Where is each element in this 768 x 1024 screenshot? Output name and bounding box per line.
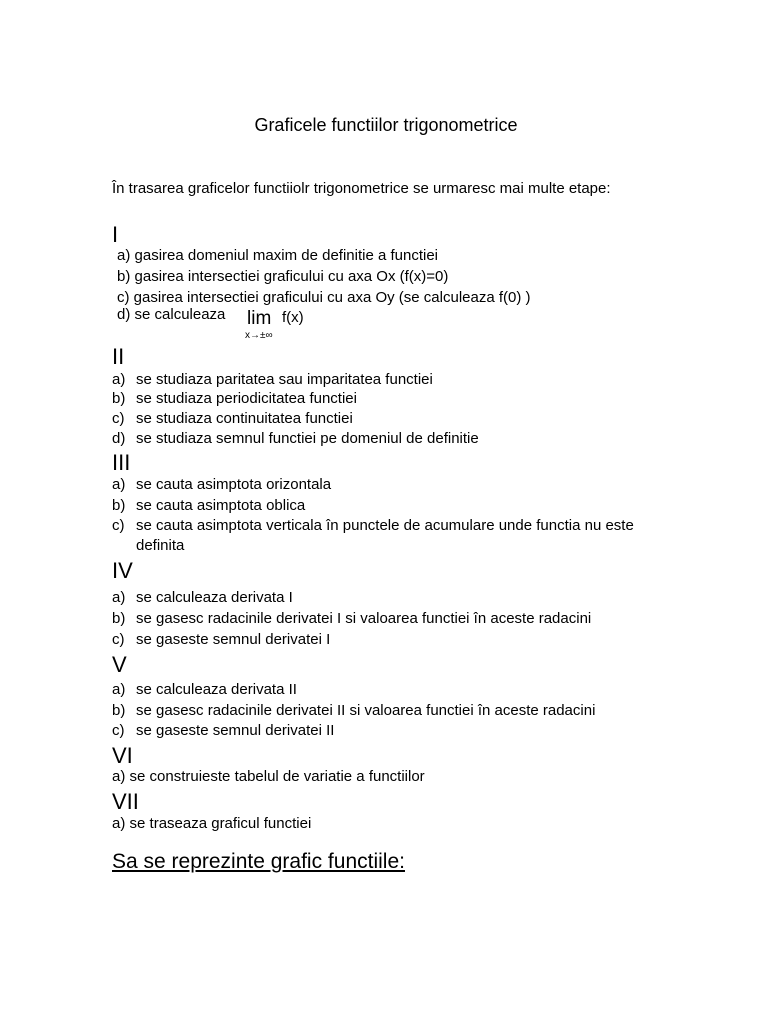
section-numeral-1: I: [112, 222, 119, 247]
item-text: se traseaza graficul functiei: [129, 815, 312, 832]
section-2-item-d: [112, 429, 479, 449]
item-text: se cauta asimptota oblica: [136, 497, 306, 514]
section-numeral-4: IV: [112, 558, 133, 583]
limit-symbol: lim: [247, 308, 272, 329]
item-text: se gaseste semnul derivatei I: [136, 631, 331, 648]
item-letter: a): [112, 681, 126, 698]
item-letter: b): [112, 702, 126, 719]
page-title: [0, 115, 768, 136]
section-3-item-a: [112, 475, 331, 495]
item-text-continuation: definita: [136, 537, 185, 554]
item-text: se studiaza paritatea sau imparitatea functiei: [136, 371, 433, 388]
section-numeral-5: V: [112, 652, 127, 677]
section-7-item-a: [112, 814, 311, 834]
item-text: gasirea intersectiei graficului cu axa Ox (f(x)=0): [134, 268, 449, 285]
item-letter: c): [112, 517, 125, 534]
section-4-item-a: [112, 588, 293, 608]
item-letter: b): [112, 497, 126, 514]
item-letter: a): [112, 589, 126, 606]
intro-text: În trasarea graficelor functiiolr trigonometrice se urmaresc mai multe etape:: [112, 180, 611, 197]
item-text: se calculeaza derivata II: [136, 681, 297, 698]
item-text: se cauta asimptota orizontala: [136, 476, 332, 493]
section-4-item-c: [112, 630, 330, 650]
section-numeral-6: VI: [112, 743, 133, 768]
section-2-item-b: [112, 389, 357, 409]
limit-function: f(x): [282, 309, 304, 326]
item-letter: a): [112, 768, 126, 785]
section-3-item-c: [112, 516, 634, 556]
section-5-item-c: [112, 721, 334, 741]
section-5-item-b: [112, 701, 595, 721]
section-5-item-a: [112, 680, 297, 700]
section-1-item-a: [117, 246, 438, 266]
item-letter: b): [112, 390, 126, 407]
section-numeral-3: III: [112, 450, 131, 475]
item-letter: c): [117, 289, 130, 306]
item-letter: d): [117, 306, 131, 323]
item-letter: c): [112, 631, 125, 648]
item-text: se calculeaza derivata I: [136, 589, 293, 606]
item-text: se gasesc radacinile derivatei II si valoarea functiei în aceste radacini: [136, 702, 596, 719]
item-letter: a): [117, 247, 131, 264]
section-1-item-c: [117, 288, 531, 308]
item-text: se gaseste semnul derivatei II: [136, 722, 335, 739]
item-letter: c): [112, 722, 125, 739]
section-2-item-c: [112, 409, 353, 429]
item-text: se studiaza periodicitatea functiei: [136, 390, 357, 407]
closing-heading: Sa se reprezinte grafic functiile:: [112, 850, 405, 873]
item-letter: b): [112, 610, 126, 627]
limit-subscript: x→±∞: [245, 330, 273, 341]
section-numeral-2: II: [112, 344, 125, 369]
item-letter: b): [117, 268, 131, 285]
item-text: se studiaza continuitatea functiei: [136, 410, 353, 427]
item-letter: a): [112, 371, 126, 388]
section-numeral-7: VII: [112, 789, 139, 814]
section-2-item-a: [112, 370, 433, 390]
item-text: se construieste tabelul de variatie a functiilor: [129, 768, 425, 785]
page-title-text: Graficele functiilor trigonometrice: [254, 115, 518, 135]
item-text: se calculeaza: [134, 306, 226, 323]
item-text: se gasesc radacinile derivatei I si valoarea functiei în aceste radacini: [136, 610, 592, 627]
section-1-item-d: [117, 306, 304, 341]
item-text: se studiaza semnul functiei pe domeniul de definitie: [136, 430, 479, 447]
item-letter: a): [112, 476, 126, 493]
item-text: se cauta asimptota verticala în punctele de acumulare unde functia nu este: [136, 517, 634, 534]
section-3-item-b: [112, 496, 305, 516]
item-letter: a): [112, 815, 126, 832]
section-4-item-b: [112, 609, 591, 629]
item-text: gasirea intersectiei graficului cu axa Oy (se calculeaza f(0) ): [133, 289, 531, 306]
section-6-item-a: [112, 767, 425, 787]
item-text: gasirea domeniul maxim de definitie a functiei: [134, 247, 439, 264]
item-letter: c): [112, 410, 125, 427]
item-letter: d): [112, 430, 126, 447]
section-1-item-b: [117, 267, 448, 287]
